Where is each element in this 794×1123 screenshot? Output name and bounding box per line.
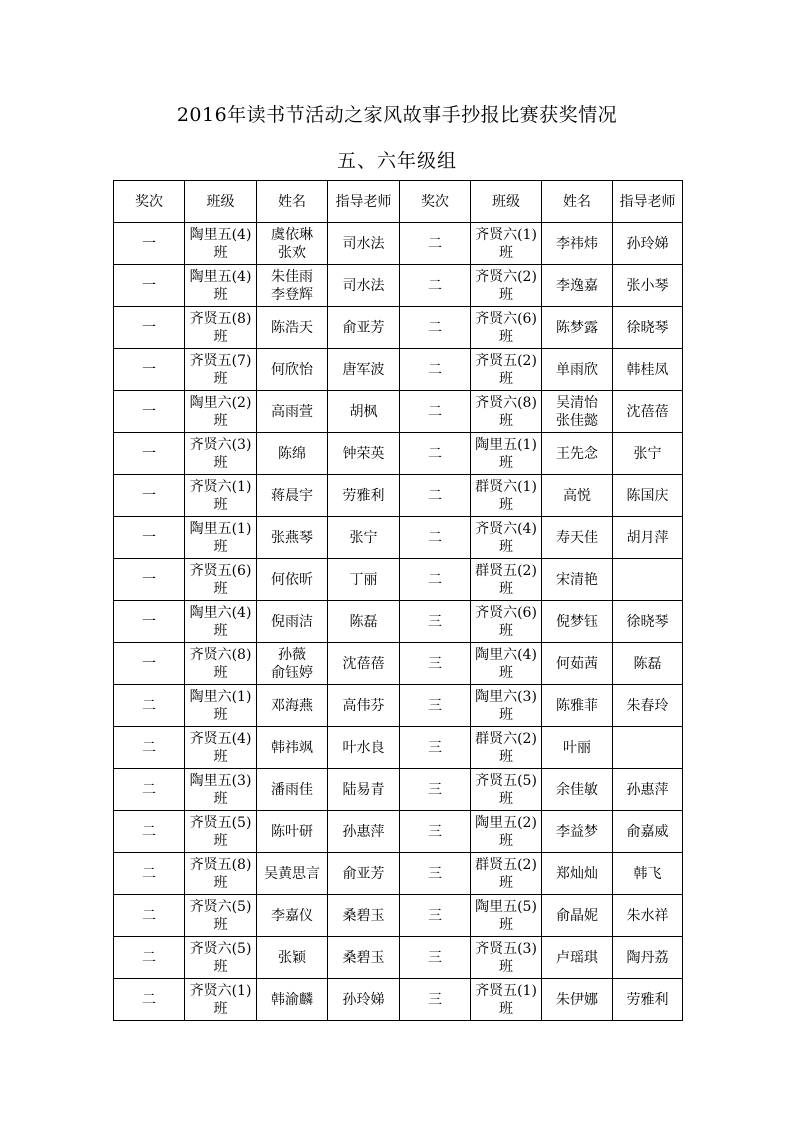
teacher-cell: 劳雅利: [613, 979, 683, 1021]
award-rank-cell: 一: [114, 643, 185, 685]
header-cell: 指导老师: [613, 181, 683, 223]
table-row: [114, 895, 683, 937]
teacher-cell: 胡枫: [328, 391, 400, 433]
class-cell: 陶里五(1) 班: [471, 433, 542, 475]
award-rank-cell: 三: [400, 853, 471, 895]
student-name-cell: 郑灿灿: [542, 853, 613, 895]
student-name-cell: 李祎炜: [542, 223, 613, 265]
teacher-cell: 沈蓓蓓: [613, 391, 683, 433]
student-name-cell: 邓海燕: [257, 685, 328, 727]
award-rank-cell: 三: [400, 727, 471, 769]
award-rank-cell: 一: [114, 601, 185, 643]
teacher-cell: 俞亚芳: [328, 853, 400, 895]
award-rank-cell: 二: [114, 769, 185, 811]
award-rank-cell: 一: [114, 391, 185, 433]
student-name-cell: 高雨萱: [257, 391, 328, 433]
teacher-cell: 徐晓琴: [613, 601, 683, 643]
teacher-cell: 高伟芬: [328, 685, 400, 727]
class-cell: 陶里六(4) 班: [471, 643, 542, 685]
award-rank-cell: 一: [114, 475, 185, 517]
class-cell: 陶里六(1) 班: [185, 685, 257, 727]
student-name-cell: 孙薇 俞钰婷: [257, 643, 328, 685]
header-cell: 奖次: [400, 181, 471, 223]
table-row: [114, 559, 683, 601]
table-row: [114, 475, 683, 517]
award-rank-cell: 二: [400, 391, 471, 433]
award-rank-cell: 三: [400, 685, 471, 727]
award-rank-cell: 二: [400, 223, 471, 265]
header-cell: 班级: [185, 181, 257, 223]
teacher-cell: [613, 559, 683, 601]
class-cell: 陶里五(3) 班: [185, 769, 257, 811]
class-cell: 齐贤五(7) 班: [185, 349, 257, 391]
teacher-cell: 俞亚芳: [328, 307, 400, 349]
student-name-cell: 陈叶研: [257, 811, 328, 853]
class-cell: 群贤五(2) 班: [471, 559, 542, 601]
table-row: [114, 811, 683, 853]
award-rank-cell: 二: [114, 853, 185, 895]
teacher-cell: 钟荣英: [328, 433, 400, 475]
award-rank-cell: 二: [400, 517, 471, 559]
class-cell: 齐贤五(1) 班: [471, 979, 542, 1021]
award-rank-cell: 一: [114, 223, 185, 265]
award-rank-cell: 三: [400, 895, 471, 937]
student-name-cell: 陈浩天: [257, 307, 328, 349]
teacher-cell: 陆易青: [328, 769, 400, 811]
teacher-cell: 叶水良: [328, 727, 400, 769]
teacher-cell: 劳雅利: [328, 475, 400, 517]
award-rank-cell: 一: [114, 349, 185, 391]
award-rank-cell: 三: [400, 769, 471, 811]
student-name-cell: 高悦: [542, 475, 613, 517]
award-rank-cell: 二: [114, 937, 185, 979]
document-title: 2016年读书节活动之家风故事手抄报比赛获奖情况: [176, 104, 618, 126]
class-cell: 齐贤六(1) 班: [185, 979, 257, 1021]
teacher-cell: 孙惠萍: [328, 811, 400, 853]
class-cell: 齐贤六(3) 班: [185, 433, 257, 475]
award-rank-cell: 一: [114, 265, 185, 307]
class-cell: 陶里五(4) 班: [185, 223, 257, 265]
student-name-cell: 陈雅菲: [542, 685, 613, 727]
teacher-cell: 孙惠萍: [613, 769, 683, 811]
teacher-cell: 孙玲娣: [613, 223, 683, 265]
document-subtitle: 五、六年级组: [336, 150, 457, 172]
award-rank-cell: 二: [400, 307, 471, 349]
header-cell: 姓名: [257, 181, 328, 223]
award-rank-cell: 二: [400, 433, 471, 475]
table-row: [114, 685, 683, 727]
awards-table: [113, 180, 683, 1021]
table-row: [114, 937, 683, 979]
table-row: [114, 307, 683, 349]
class-cell: 齐贤五(8) 班: [185, 307, 257, 349]
student-name-cell: 余佳敏: [542, 769, 613, 811]
student-name-cell: 何欣怡: [257, 349, 328, 391]
class-cell: 陶里六(3) 班: [471, 685, 542, 727]
student-name-cell: 单雨欣: [542, 349, 613, 391]
student-name-cell: 倪梦钰: [542, 601, 613, 643]
class-cell: 齐贤五(5) 班: [471, 769, 542, 811]
award-rank-cell: 一: [114, 517, 185, 559]
class-cell: 齐贤六(4) 班: [471, 517, 542, 559]
student-name-cell: 叶丽: [542, 727, 613, 769]
class-cell: 齐贤六(5) 班: [185, 937, 257, 979]
award-rank-cell: 二: [400, 265, 471, 307]
student-name-cell: 张燕琴: [257, 517, 328, 559]
class-cell: 群贤六(1) 班: [471, 475, 542, 517]
teacher-cell: 张宁: [328, 517, 400, 559]
teacher-cell: 孙玲娣: [328, 979, 400, 1021]
class-cell: 齐贤五(2) 班: [471, 349, 542, 391]
class-cell: 齐贤五(8) 班: [185, 853, 257, 895]
class-cell: 陶里六(4) 班: [185, 601, 257, 643]
teacher-cell: 徐晓琴: [613, 307, 683, 349]
class-cell: 齐贤五(5) 班: [185, 811, 257, 853]
teacher-cell: 俞嘉威: [613, 811, 683, 853]
student-name-cell: 何依昕: [257, 559, 328, 601]
table-row: [114, 727, 683, 769]
student-name-cell: 蒋晨宇: [257, 475, 328, 517]
student-name-cell: 王先念: [542, 433, 613, 475]
class-cell: 齐贤六(8) 班: [471, 391, 542, 433]
header-row: [114, 181, 683, 223]
table-row: [114, 265, 683, 307]
teacher-cell: 朱春玲: [613, 685, 683, 727]
student-name-cell: 朱伊娜: [542, 979, 613, 1021]
student-name-cell: 韩渝麟: [257, 979, 328, 1021]
teacher-cell: 韩桂凤: [613, 349, 683, 391]
award-rank-cell: 二: [114, 685, 185, 727]
table-row: [114, 979, 683, 1021]
award-rank-cell: 一: [114, 307, 185, 349]
award-rank-cell: 二: [114, 895, 185, 937]
table-row: [114, 853, 683, 895]
teacher-cell: 陈磊: [328, 601, 400, 643]
student-name-cell: 倪雨洁: [257, 601, 328, 643]
class-cell: 陶里五(5) 班: [471, 895, 542, 937]
award-rank-cell: 三: [400, 601, 471, 643]
student-name-cell: 俞晶妮: [542, 895, 613, 937]
table-row: [114, 769, 683, 811]
teacher-cell: [613, 727, 683, 769]
table-row: [114, 391, 683, 433]
award-rank-cell: 三: [400, 643, 471, 685]
teacher-cell: 胡月萍: [613, 517, 683, 559]
teacher-cell: 司水法: [328, 265, 400, 307]
teacher-cell: 桑碧玉: [328, 937, 400, 979]
student-name-cell: 吴清怡 张佳懿: [542, 391, 613, 433]
award-rank-cell: 三: [400, 979, 471, 1021]
header-cell: 指导老师: [328, 181, 400, 223]
award-rank-cell: 二: [114, 979, 185, 1021]
student-name-cell: 卢瑶琪: [542, 937, 613, 979]
teacher-cell: 丁丽: [328, 559, 400, 601]
class-cell: 陶里五(1) 班: [185, 517, 257, 559]
class-cell: 齐贤六(1) 班: [185, 475, 257, 517]
table-row: [114, 223, 683, 265]
student-name-cell: 陈梦露: [542, 307, 613, 349]
award-rank-cell: 二: [400, 349, 471, 391]
award-rank-cell: 二: [400, 475, 471, 517]
student-name-cell: 李逸嘉: [542, 265, 613, 307]
class-cell: 齐贤六(8) 班: [185, 643, 257, 685]
teacher-cell: 韩飞: [613, 853, 683, 895]
header-cell: 奖次: [114, 181, 185, 223]
teacher-cell: 陈国庆: [613, 475, 683, 517]
teacher-cell: 朱水祥: [613, 895, 683, 937]
awards-table-body: [114, 223, 683, 1021]
teacher-cell: 唐军波: [328, 349, 400, 391]
student-name-cell: 朱佳雨 李登辉: [257, 265, 328, 307]
student-name-cell: 李益梦: [542, 811, 613, 853]
student-name-cell: 张颖: [257, 937, 328, 979]
award-rank-cell: 二: [114, 811, 185, 853]
student-name-cell: 何茹茜: [542, 643, 613, 685]
table-row: [114, 643, 683, 685]
student-name-cell: 寿天佳: [542, 517, 613, 559]
award-rank-cell: 三: [400, 811, 471, 853]
award-rank-cell: 一: [114, 559, 185, 601]
table-row: [114, 601, 683, 643]
class-cell: 陶里六(2) 班: [185, 391, 257, 433]
student-name-cell: 潘雨佳: [257, 769, 328, 811]
award-rank-cell: 二: [114, 727, 185, 769]
class-cell: 陶里五(2) 班: [471, 811, 542, 853]
table-row: [114, 349, 683, 391]
teacher-cell: 张宁: [613, 433, 683, 475]
student-name-cell: 吴黄思言: [257, 853, 328, 895]
class-cell: 齐贤六(5) 班: [185, 895, 257, 937]
student-name-cell: 韩祎飒: [257, 727, 328, 769]
table-row: [114, 517, 683, 559]
teacher-cell: 张小琴: [613, 265, 683, 307]
class-cell: 齐贤五(6) 班: [185, 559, 257, 601]
student-name-cell: 李嘉仪: [257, 895, 328, 937]
table-row: [114, 433, 683, 475]
class-cell: 陶里五(4) 班: [185, 265, 257, 307]
class-cell: 齐贤六(6) 班: [471, 601, 542, 643]
class-cell: 齐贤五(4) 班: [185, 727, 257, 769]
student-name-cell: 陈绵: [257, 433, 328, 475]
class-cell: 齐贤六(1) 班: [471, 223, 542, 265]
award-rank-cell: 二: [400, 559, 471, 601]
teacher-cell: 沈蓓蓓: [328, 643, 400, 685]
student-name-cell: 虞依琳 张欢: [257, 223, 328, 265]
teacher-cell: 陈磊: [613, 643, 683, 685]
header-cell: 班级: [471, 181, 542, 223]
student-name-cell: 宋清艳: [542, 559, 613, 601]
class-cell: 齐贤五(3) 班: [471, 937, 542, 979]
class-cell: 群贤六(2) 班: [471, 727, 542, 769]
class-cell: 齐贤六(6) 班: [471, 307, 542, 349]
award-rank-cell: 一: [114, 433, 185, 475]
award-rank-cell: 三: [400, 937, 471, 979]
class-cell: 群贤五(2) 班: [471, 853, 542, 895]
teacher-cell: 陶丹荔: [613, 937, 683, 979]
class-cell: 齐贤六(2) 班: [471, 265, 542, 307]
teacher-cell: 桑碧玉: [328, 895, 400, 937]
header-cell: 姓名: [542, 181, 613, 223]
teacher-cell: 司水法: [328, 223, 400, 265]
